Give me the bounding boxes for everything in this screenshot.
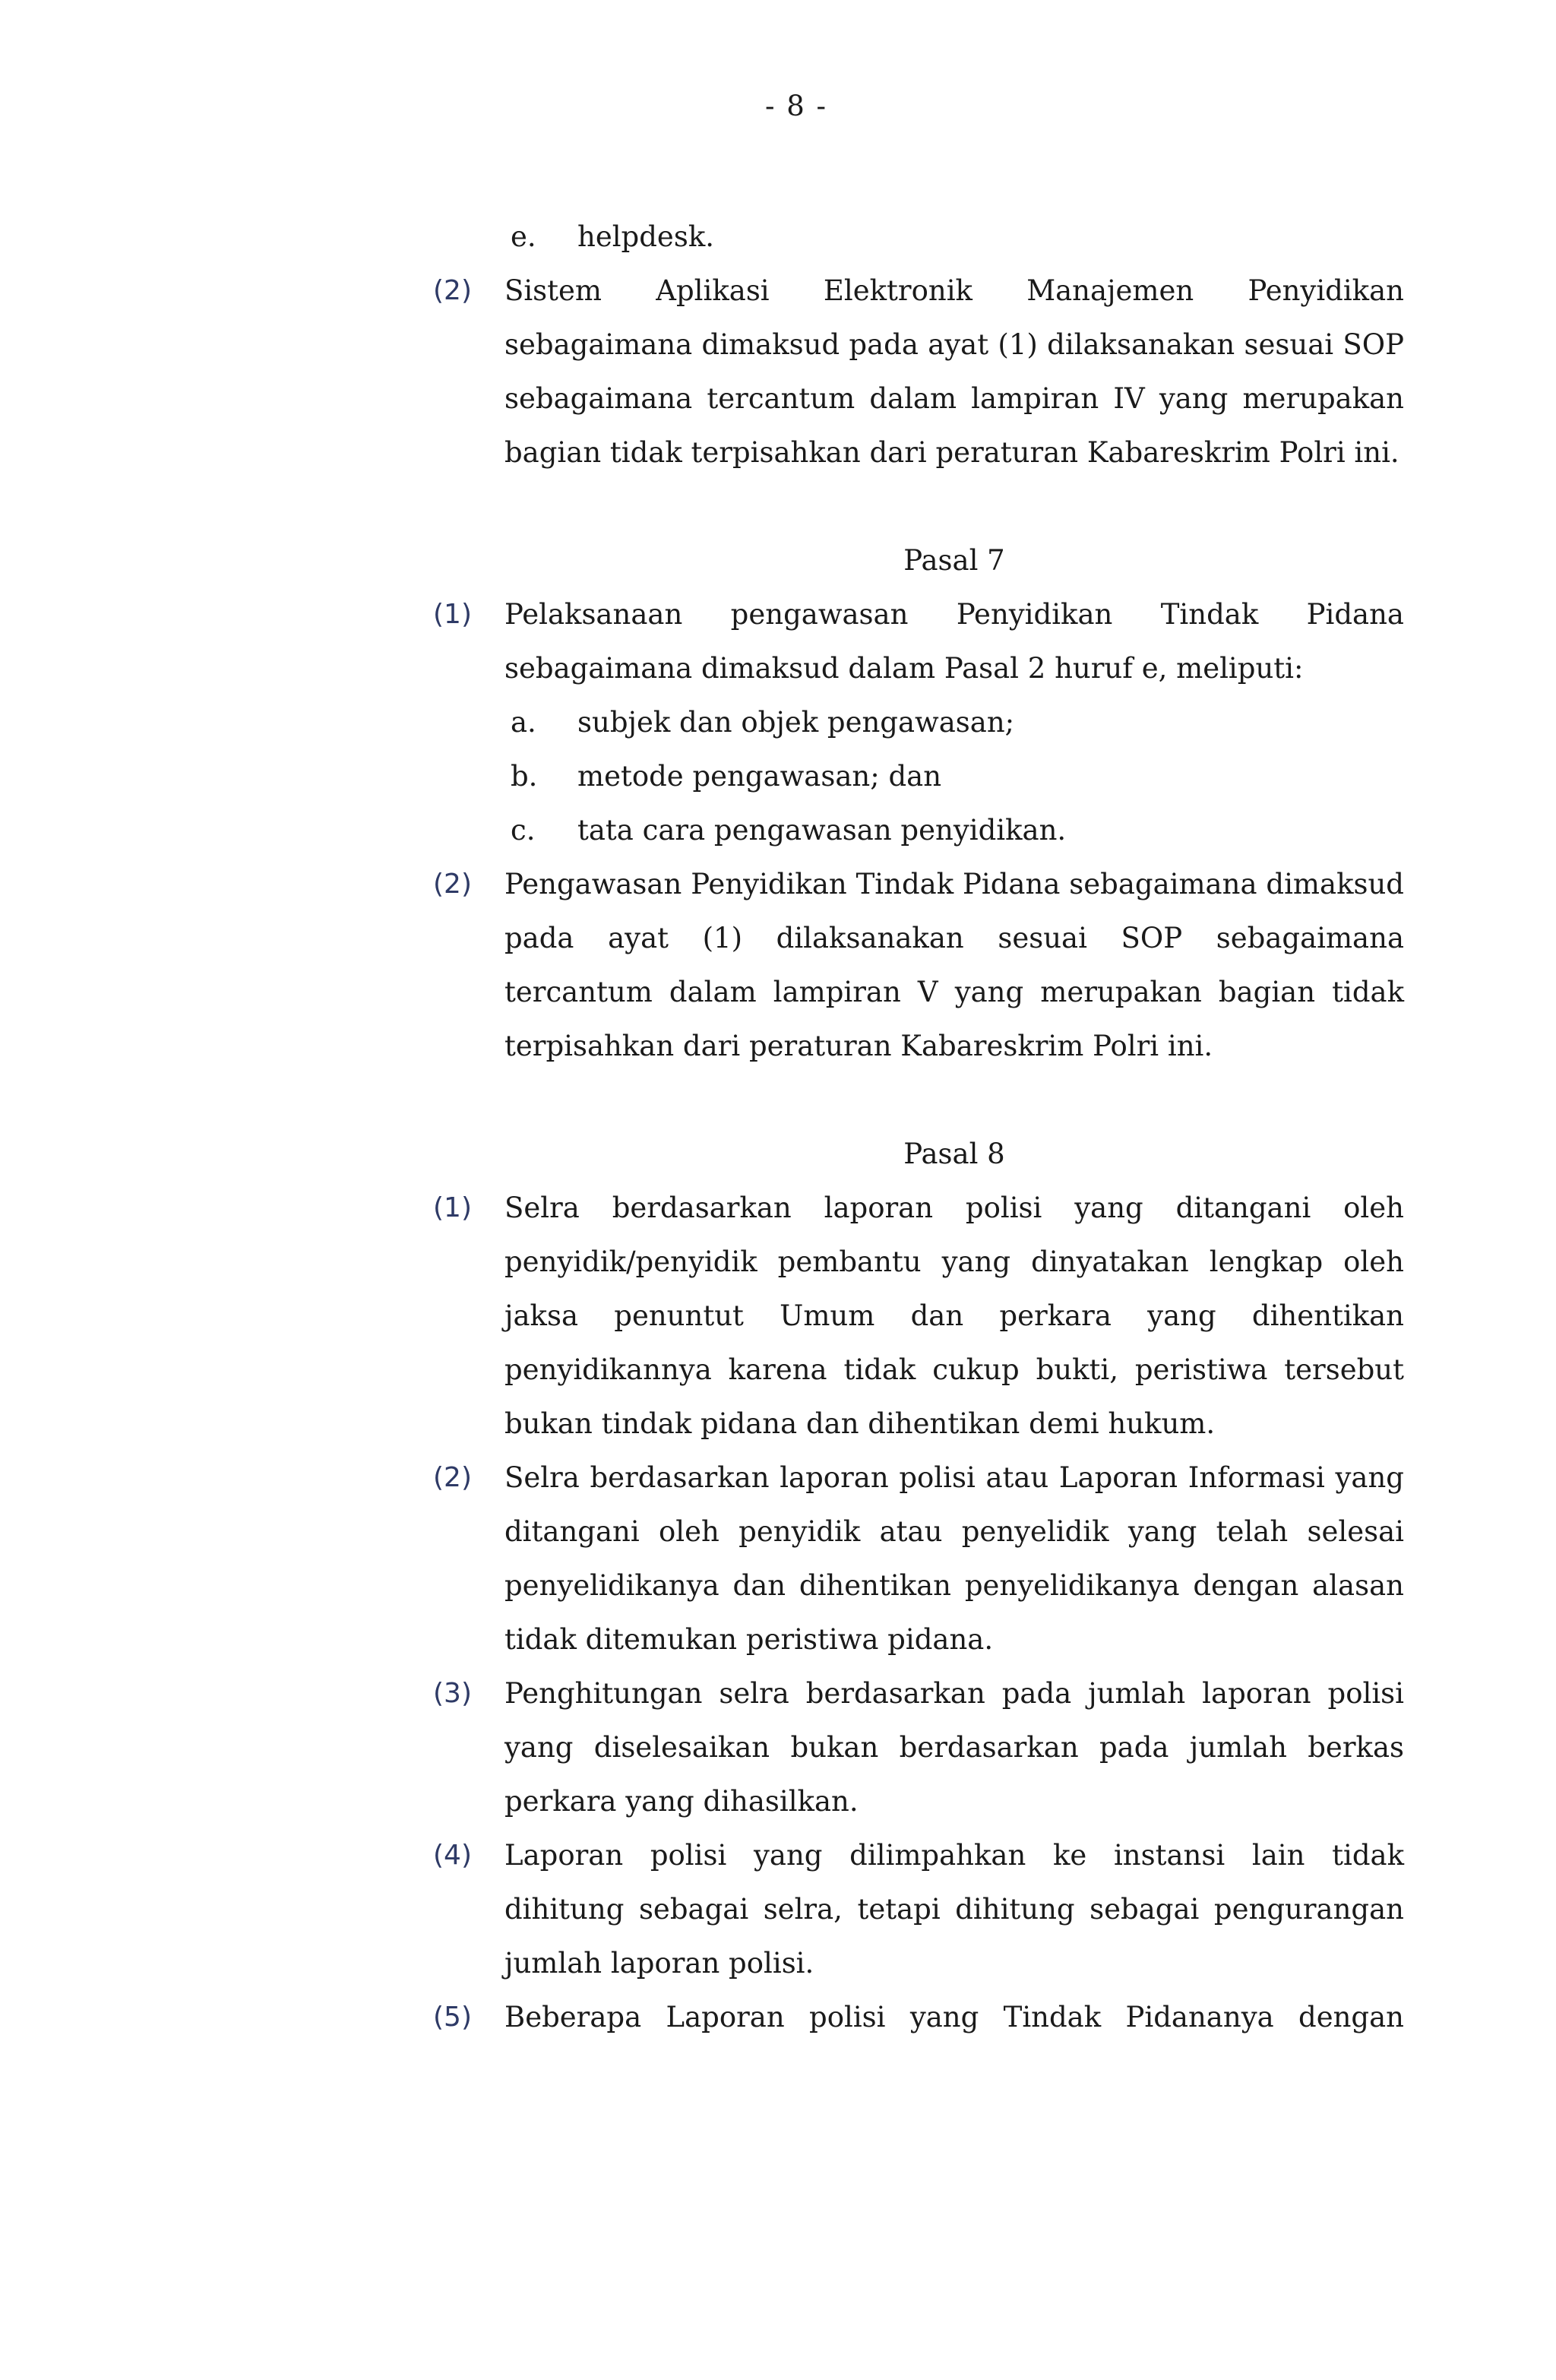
- ayat-number: (2): [433, 869, 472, 900]
- ayat-number: (1): [433, 1192, 472, 1223]
- ayat-text: Pengawasan Penyidikan Tindak Pidana sebagaimana dimaksud pada ayat (1) dilaksanakan sesuai SOP sebagaimana tercantum dalam lampiran V yang merupakan bagian tidak terpisahkan dari peraturan Kabareskrim Polri ini.: [504, 868, 1404, 1062]
- ayat-number: (1): [433, 599, 472, 630]
- pasal8-ayat-4: [425, 1828, 1404, 1990]
- ayat-text: Penghitungan selra berdasarkan pada jumlah laporan polisi yang diselesaikan bukan berdasarkan pada jumlah berkas perkara yang dihasilkan.: [504, 1677, 1404, 1818]
- ayat-text: Selra berdasarkan laporan polisi atau Laporan Informasi yang ditangani oleh penyidik atau penyelidik yang telah selesai penyelidikanya dan dihentikan penyelidikanya dengan alasan tidak ditemukan peristiwa pidana.: [504, 1461, 1404, 1656]
- ayat-number: (2): [433, 1462, 472, 1493]
- list-letter: e.: [511, 220, 536, 253]
- ayat-number: (4): [433, 1840, 472, 1871]
- list-letter: c.: [511, 814, 536, 847]
- list-letter: b.: [511, 760, 538, 793]
- ayat-text: Beberapa Laporan polisi yang Tindak Pidananya dengan: [504, 2001, 1404, 2033]
- ayat-number: (2): [433, 275, 472, 306]
- list-item-a: [425, 695, 1404, 749]
- list-text: tata cara pengawasan penyidikan.: [577, 814, 1067, 847]
- ayat-text: Laporan polisi yang dilimpahkan ke instansi lain tidak dihitung sebagai selra, tetapi dihitung sebagai pengurangan jumlah laporan polisi.: [504, 1839, 1404, 1980]
- ayat-text: Pelaksanaan pengawasan Penyidikan Tindak Pidana sebagaimana dimaksud dalam Pasal 2 huruf e, meliputi:: [504, 598, 1404, 685]
- page-number: - 8 -: [764, 90, 828, 122]
- list-item-e: [425, 210, 1404, 264]
- ayat-number: (5): [433, 2002, 472, 2033]
- list-text: subjek dan objek pengawasan;: [577, 706, 1015, 739]
- list-item-c: [425, 803, 1404, 857]
- pasal8-ayat-5: [425, 1990, 1404, 2044]
- ayat-text: Selra berdasarkan laporan polisi yang ditangani oleh penyidik/penyidik pembantu yang dinyatakan lengkap oleh jaksa penuntut Umum dan perkara yang dihentikan penyidikannya karena tidak cukup bukti, peristiwa tersebut bukan tindak pidana dan dihentikan demi hukum.: [504, 1192, 1404, 1440]
- list-text: helpdesk.: [577, 220, 714, 253]
- list-item-b: [425, 749, 1404, 803]
- pasal8-ayat-3: [425, 1666, 1404, 1828]
- ayat-number: (3): [433, 1678, 472, 1709]
- pasal7-heading: Pasal 7: [903, 544, 1005, 577]
- pasal8-heading: Pasal 8: [903, 1138, 1005, 1170]
- list-letter: a.: [511, 706, 536, 739]
- pasal8-ayat-2: [425, 1451, 1404, 1666]
- document-body: [425, 210, 1404, 2044]
- pasal7-ayat-1: [425, 587, 1404, 695]
- pasal8-ayat-1: [425, 1181, 1404, 1451]
- ayat-text: Sistem Aplikasi Elektronik Manajemen Penyidikan sebagaimana dimaksud pada ayat (1) dilaksanakan sesuai SOP sebagaimana tercantum dalam lampiran IV yang merupakan bagian tidak terpisahkan dari peraturan Kabareskrim Polri ini.: [504, 274, 1404, 469]
- pasal7-ayat-2: [425, 857, 1404, 1073]
- pasal6-ayat-2: [425, 264, 1404, 479]
- list-text: metode pengawasan; dan: [577, 760, 942, 793]
